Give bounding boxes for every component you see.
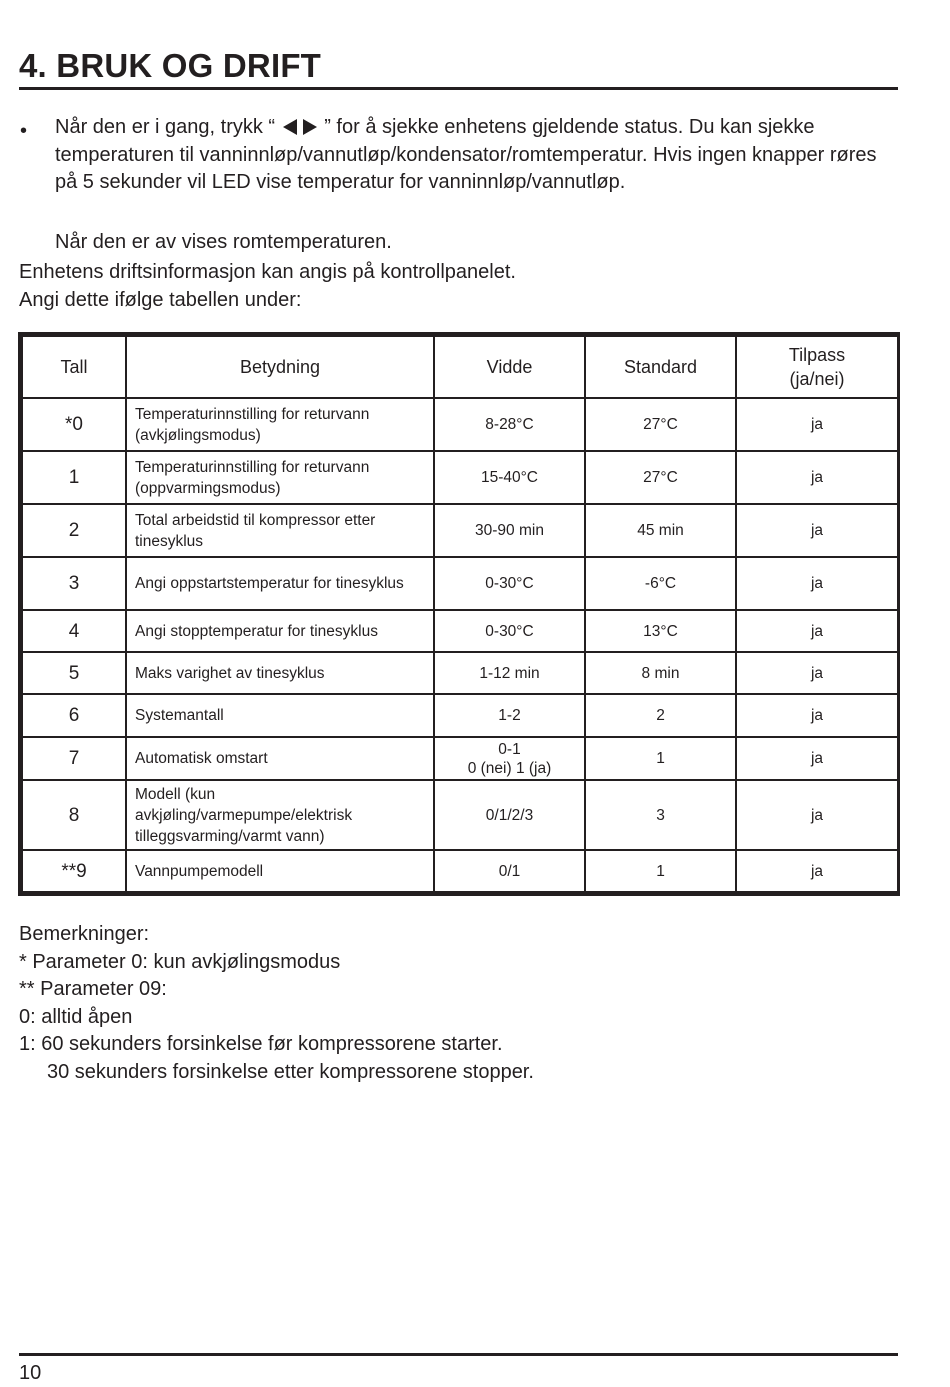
table-row bbox=[22, 652, 898, 694]
cell-meaning: Temperaturinnstilling for returvann (oppvarmingsmodus) bbox=[126, 451, 434, 504]
cell-number: 1 bbox=[22, 451, 126, 504]
cell-default: 8 min bbox=[585, 652, 736, 694]
cell-number: 2 bbox=[22, 504, 126, 557]
cell-number: 7 bbox=[22, 737, 126, 780]
remark-line: 0: alltid åpen bbox=[19, 1005, 133, 1028]
cell-range: 0-30°C bbox=[434, 610, 585, 652]
instruction-text-start: Når den er i gang, trykk “ bbox=[55, 116, 276, 138]
intro-line: Angi dette ifølge tabellen under: bbox=[19, 288, 302, 311]
remarks-heading: Bemerkninger: bbox=[19, 923, 150, 945]
cell-default: 3 bbox=[585, 780, 736, 850]
cell-meaning: Automatisk omstart bbox=[126, 737, 434, 780]
remark-line: * Parameter 0: kun avkjølingsmodus bbox=[19, 950, 341, 973]
title-divider bbox=[19, 87, 898, 90]
table-row bbox=[22, 398, 898, 451]
cell-meaning: Modell (kun avkjøling/varmepumpe/elektrisk tilleggsvarming/varmt vann) bbox=[126, 780, 434, 850]
intro-paragraph bbox=[19, 259, 899, 314]
cell-default: -6°C bbox=[585, 557, 736, 610]
cell-adjust: ja bbox=[736, 451, 898, 504]
cell-default: 45 min bbox=[585, 504, 736, 557]
remark-line: 30 sekunders forsinkelse etter kompressorene stopper. bbox=[47, 1060, 534, 1083]
cell-range: 8-28°C bbox=[434, 398, 585, 451]
cell-default: 27°C bbox=[585, 398, 736, 451]
cell-meaning: Angi oppstartstemperatur for tinesyklus bbox=[126, 557, 434, 610]
intro-line: Enhetens driftsinformasjon kan angis på kontrollpanelet. bbox=[19, 261, 516, 283]
header-range: Vidde bbox=[434, 336, 585, 398]
cell-default: 1 bbox=[585, 737, 736, 780]
header-adjust bbox=[736, 336, 898, 398]
parameter-table bbox=[18, 332, 900, 896]
cell-number: 3 bbox=[22, 557, 126, 610]
cell-range: 0-30°C bbox=[434, 557, 585, 610]
table-row bbox=[22, 557, 898, 610]
cell-adjust: ja bbox=[736, 610, 898, 652]
cell-number: 5 bbox=[22, 652, 126, 694]
cell-range: 30-90 min bbox=[434, 504, 585, 557]
cell-meaning: Temperaturinnstilling for returvann (avkjølingsmodus) bbox=[126, 398, 434, 451]
cell-range: 0/1 bbox=[434, 850, 585, 892]
header-meaning: Betydning bbox=[126, 336, 434, 398]
table-row bbox=[22, 451, 898, 504]
cell-adjust: ja bbox=[736, 398, 898, 451]
cell-meaning: Vannpumpemodell bbox=[126, 850, 434, 892]
status-instruction bbox=[55, 114, 885, 197]
table-header-row bbox=[22, 336, 898, 398]
cell-adjust: ja bbox=[736, 557, 898, 610]
header-adjust-line: Tilpass bbox=[788, 345, 846, 365]
page-title: 4. BRUK OG DRIFT bbox=[19, 47, 322, 84]
left-triangle-icon bbox=[283, 119, 297, 135]
header-adjust-line: (ja/nei) bbox=[789, 369, 845, 389]
bullet-marker: • bbox=[20, 120, 28, 142]
table-row bbox=[22, 850, 898, 892]
cell-range-line: 0-1 bbox=[498, 740, 521, 758]
cell-adjust: ja bbox=[736, 737, 898, 780]
cell-adjust: ja bbox=[736, 504, 898, 557]
header-default: Standard bbox=[585, 336, 736, 398]
right-triangle-icon bbox=[303, 119, 317, 135]
cell-number: 8 bbox=[22, 780, 126, 850]
remarks-section bbox=[19, 921, 534, 1086]
cell-adjust: ja bbox=[736, 652, 898, 694]
cell-default: 13°C bbox=[585, 610, 736, 652]
cell-meaning: Systemantall bbox=[126, 694, 434, 737]
cell-number: *0 bbox=[22, 398, 126, 451]
cell-adjust: ja bbox=[736, 694, 898, 737]
footer-divider bbox=[19, 1353, 898, 1356]
cell-range: 0/1/2/3 bbox=[434, 780, 585, 850]
cell-default: 27°C bbox=[585, 451, 736, 504]
cell-adjust: ja bbox=[736, 780, 898, 850]
table-row bbox=[22, 737, 898, 780]
remark-line: ** Parameter 09: bbox=[19, 978, 167, 1000]
cell-number: 4 bbox=[22, 610, 126, 652]
cell-range-line: 0 (nei) 1 (ja) bbox=[467, 759, 552, 777]
cell-range: 1-12 min bbox=[434, 652, 585, 694]
page-number: 10 bbox=[19, 1362, 42, 1384]
cell-default: 2 bbox=[585, 694, 736, 737]
table-row bbox=[22, 504, 898, 557]
cell-meaning: Total arbeidstid til kompressor etter tinesyklus bbox=[126, 504, 434, 557]
instruction-text-end: ” for å sjekke enhetens gjeldende status. Du kan sjekke temperaturen til vanninnløp/vannutløp/kondensator/romtemperatur. Hvis ingen knapper røres på 5 sekunder vil LED vise temperatur for vanninnløp/vannutløp. bbox=[55, 116, 877, 193]
cell-range: 15-40°C bbox=[434, 451, 585, 504]
cell-adjust: ja bbox=[736, 850, 898, 892]
cell-number: **9 bbox=[22, 850, 126, 892]
cell-number: 6 bbox=[22, 694, 126, 737]
cell-range bbox=[434, 737, 585, 780]
cell-meaning: Maks varighet av tinesyklus bbox=[126, 652, 434, 694]
table-row bbox=[22, 780, 898, 850]
header-number: Tall bbox=[22, 336, 126, 398]
cell-meaning: Angi stopptemperatur for tinesyklus bbox=[126, 610, 434, 652]
cell-range: 1-2 bbox=[434, 694, 585, 737]
table-row bbox=[22, 610, 898, 652]
table-row bbox=[22, 694, 898, 737]
remark-line: 1: 60 sekunders forsinkelse før kompressorene starter. bbox=[19, 1033, 503, 1055]
off-state-note: Når den er av vises romtemperaturen. bbox=[55, 231, 392, 253]
cell-default: 1 bbox=[585, 850, 736, 892]
